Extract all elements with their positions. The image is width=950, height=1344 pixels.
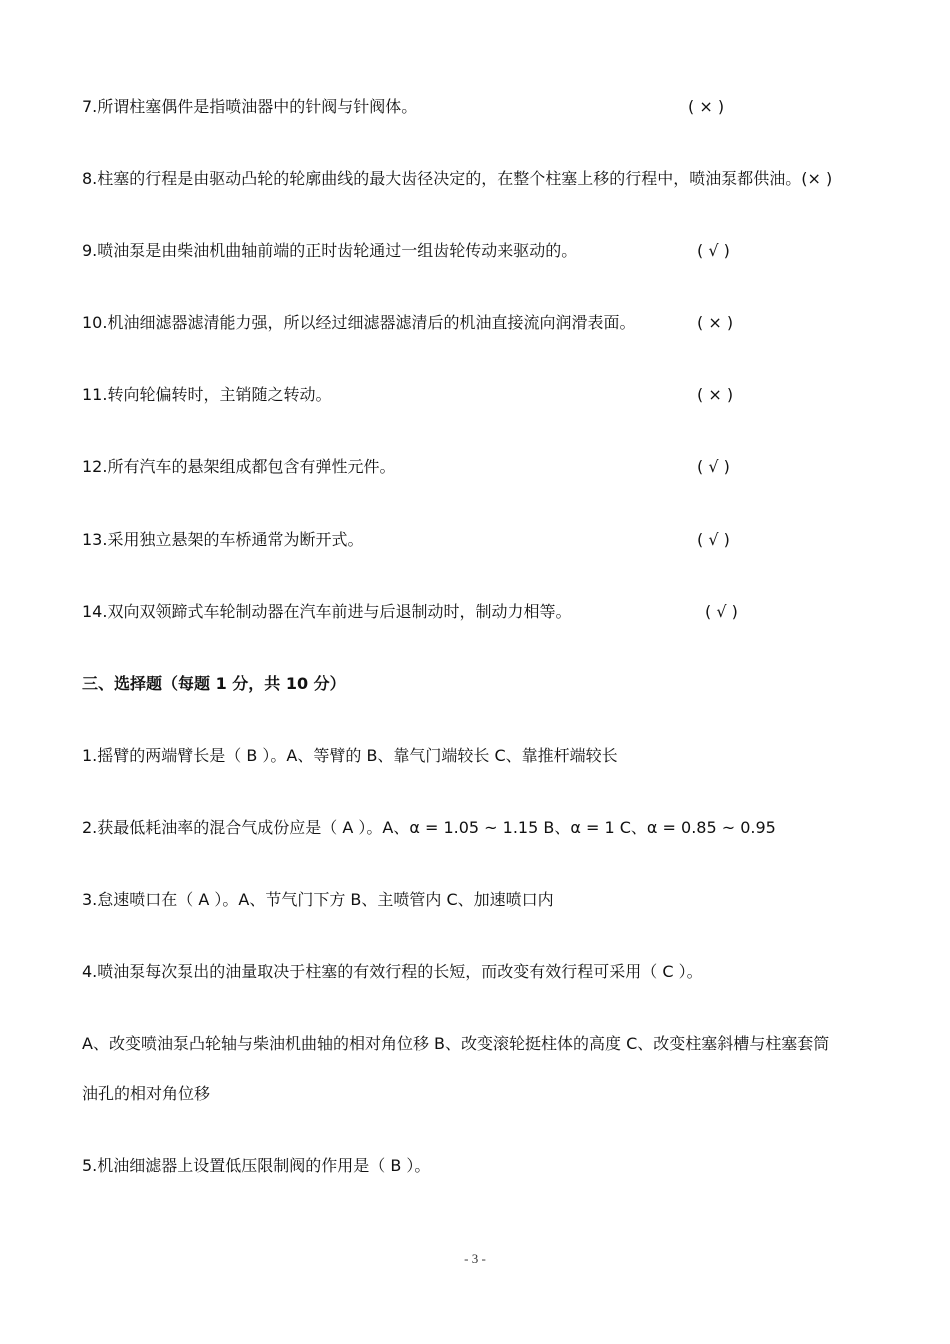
choice-question-4: 4.喷油泵每次泵出的油量取决于柱塞的有效行程的长短，而改变有效行程可采用（ C ）。 xyxy=(82,962,703,981)
choice-question-1: 1.摇臂的两端臂长是（ B ）。A、等臂的 B、靠气门端较长 C、靠推杆端较长 xyxy=(82,746,618,765)
choice-question-3: 3.怠速喷口在（ A ）。A、节气门下方 B、主喷管内 C、加速喷口内 xyxy=(82,890,554,909)
judgement-question-13: 13.采用独立悬架的车桥通常为断开式。 xyxy=(82,530,364,549)
choice-question-2: 2.获最低耗油率的混合气成份应是（ A ）。A、α = 1.05 ~ 1.15 B、α = 1 C、α = 0.85 ~ 0.95 xyxy=(82,818,776,837)
section-title-choice: 三、选择题（每题 1 分，共 10 分） xyxy=(82,674,346,693)
choice-question-4-options: A、改变喷油泵凸轮轴与柴油机曲轴的相对角位移 B、改变滚轮挺柱体的高度 C、改变柱塞斜槽与柱塞套筒 xyxy=(82,1034,830,1053)
choice-question-5: 5.机油细滤器上设置低压限制阀的作用是（ B ）。 xyxy=(82,1156,431,1175)
page-number: - 3 - xyxy=(464,1251,486,1266)
judgement-question-14: 14.双向双领蹄式车轮制动器在汽车前进与后退制动时，制动力相等。 xyxy=(82,602,572,621)
judgement-answer-7: ( × ) xyxy=(688,97,725,116)
choice-question-4-options-cont: 油孔的相对角位移 xyxy=(82,1084,211,1103)
judgement-question-12: 12.所有汽车的悬架组成都包含有弹性元件。 xyxy=(82,457,396,476)
judgement-question-9: 9.喷油泵是由柴油机曲轴前端的正时齿轮通过一组齿轮传动来驱动的。 xyxy=(82,241,578,260)
judgement-answer-14: ( √ ) xyxy=(705,602,738,621)
judgement-question-8: 8.柱塞的行程是由驱动凸轮的轮廓曲线的最大齿径决定的，在整个柱塞上移的行程中，喷油泵都供油。(× ) xyxy=(82,169,833,188)
judgement-question-10: 10.机油细滤器滤清能力强，所以经过细滤器滤清后的机油直接流向润滑表面。 xyxy=(82,313,636,332)
judgement-answer-12: ( √ ) xyxy=(697,457,730,476)
judgement-answer-9: ( √ ) xyxy=(697,241,730,260)
judgement-answer-10: ( × ) xyxy=(697,313,734,332)
judgement-question-11: 11.转向轮偏转时，主销随之转动。 xyxy=(82,385,332,404)
judgement-answer-13: ( √ ) xyxy=(697,530,730,549)
judgement-answer-11: ( × ) xyxy=(697,385,734,404)
judgement-question-7: 7.所谓柱塞偶件是指喷油器中的针阀与针阀体。 xyxy=(82,97,418,116)
